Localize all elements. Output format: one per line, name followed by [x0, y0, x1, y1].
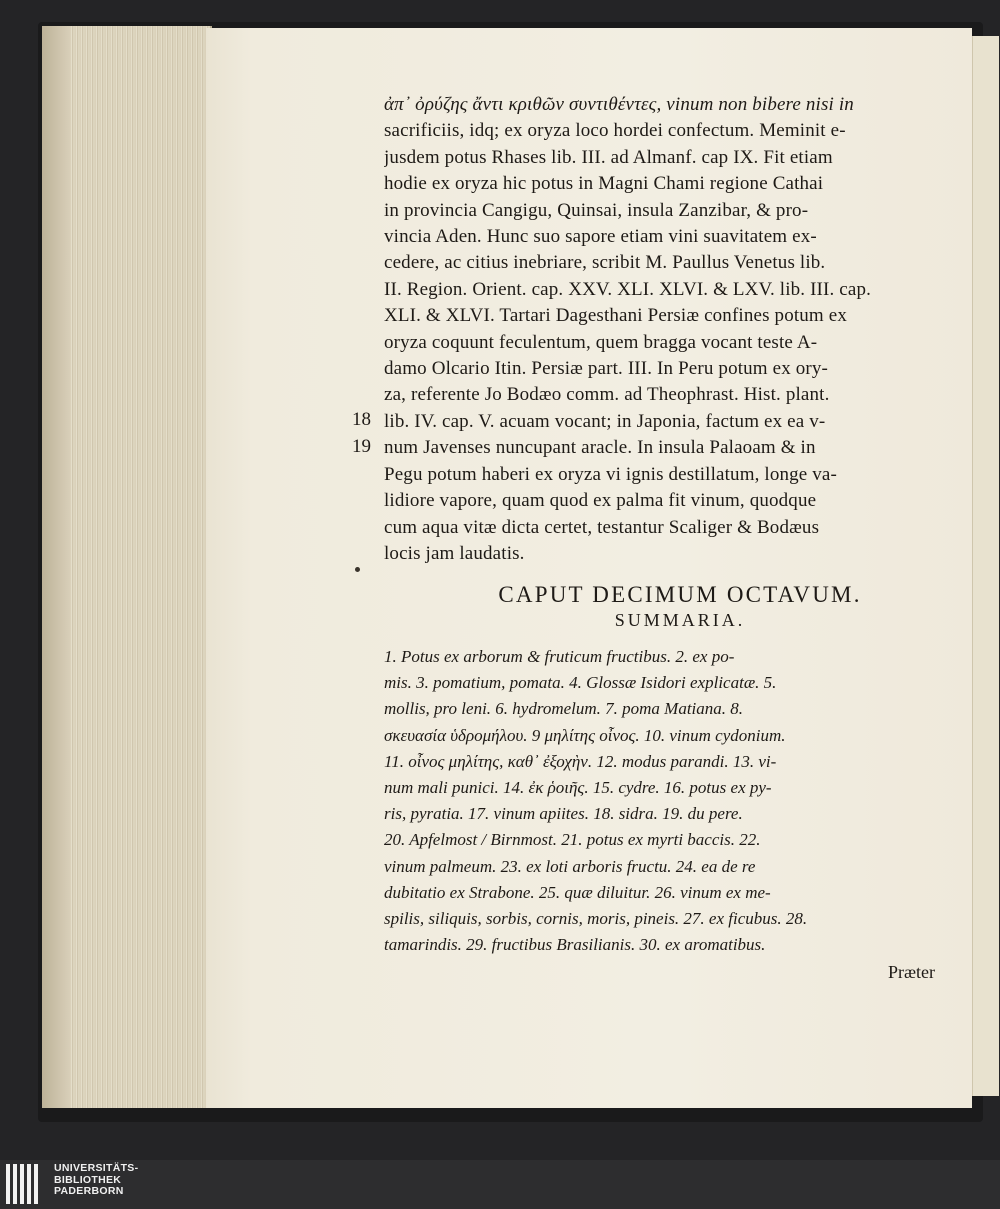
body-line: za, referente Jo Bodæo comm. ad Theophrast. Hist. plant. [384, 384, 830, 406]
ink-dot [355, 567, 360, 572]
page-edges [42, 26, 212, 1108]
body-line: vincia Aden. Hunc suo sapore etiam vini suavitatem ex- [384, 226, 817, 248]
summary-text [384, 644, 952, 958]
body-line: sacrificiis, idq; ex oryza loco hordei confectum. Meminit e- [384, 120, 846, 142]
summary-line: mollis, pro leni. 6. hydromelum. 7. poma Matiana. 8. [384, 699, 744, 719]
logo-line: UNIVERSITÄTS- [54, 1162, 139, 1174]
body-line: hodie ex oryza hic potus in Magni Chami regione Cathai [384, 173, 824, 195]
right-leaf [972, 36, 999, 1096]
body-line: II. Region. Orient. cap. XXV. XLI. XLVI. & LXV. lib. III. cap. [384, 278, 872, 300]
body-line: XLI. & XLVI. Tartari Dagesthani Persiæ confines potum ex [384, 305, 847, 327]
body-line: lidiore vapore, quam quod ex palma fit vinum, quodque [384, 490, 817, 512]
body-line: cum aqua vitæ dicta certet, testantur Scaliger & Bodæus [384, 516, 820, 538]
summary-line: 20. Apfelmost / Birnmost. 21. potus ex myrti baccis. 22. [384, 830, 761, 850]
catchword: Præter [888, 962, 935, 982]
body-line: locis jam laudatis. [384, 542, 525, 564]
margin-number-18: 18 [352, 409, 371, 430]
body-line: ἀπ᾽ ὀρύζης ἄντι κριθῶν συντιθέντες, vinum non bibere nisi in [384, 94, 854, 115]
summary-line: 1. Potus ex arborum & fruticum fructibus. 2. ex po- [384, 647, 735, 666]
body-line: lib. IV. cap. V. acuam vocant; in Japonia, factum ex ea v- [384, 410, 826, 432]
body-line: oryza coquunt feculentum, quem bragga vocant teste A- [384, 331, 818, 353]
chapter-heading: CAPUT DECIMUM OCTAVUM. [498, 582, 862, 607]
body-text [384, 92, 952, 567]
summary-line: mis. 3. pomatium, pomata. 4. Glossæ Isidori explicatæ. 5. [384, 673, 777, 693]
margin-number-19: 19 [352, 436, 371, 457]
summary-line: vinum palmeum. 23. ex loti arboris fructu. 24. ea de re [384, 856, 756, 876]
summary-line: σκευασία ὑδρομήλου. 9 μηλίτης οἶνος. 10. vinum cydonium. [384, 725, 786, 745]
body-line: jusdem potus Rhases lib. III. ad Almanf. cap IX. Fit etiam [384, 146, 833, 168]
body-line: cedere, ac citius inebriare, scribit M. Paullus Venetus lib. [384, 252, 826, 274]
body-line: in provincia Cangigu, Quinsai, insula Zanzibar, & pro- [384, 199, 809, 221]
summary-line: 11. οἶνος μηλίτης, καθ᾽ ἐξοχὴν. 12. modus parandi. 13. vi- [384, 751, 777, 771]
summaria-label: SUMMARIA. [614, 610, 746, 630]
summary-line: ris, pyratia. 17. vinum apiites. 18. sidra. 19. du pere. [384, 804, 743, 824]
library-logo-text [54, 1163, 138, 1198]
summary-line: num mali punici. 14. ἐκ ῥοιῆς. 15. cydre. 16. potus ex py- [384, 778, 772, 798]
library-logo-icon [6, 1164, 46, 1204]
footer-bar [0, 1160, 1000, 1209]
body-line: Pegu potum haberi ex oryza vi ignis destillatum, longe va- [384, 463, 837, 485]
summary-line: dubitatio ex Strabone. 25. quæ diluitur. 26. vinum ex me- [384, 882, 771, 902]
body-line: num Javenses nuncupant aracle. In insula Palaoam & in [384, 437, 816, 459]
logo-line: BIBLIOTHEK [54, 1173, 122, 1186]
body-line: damo Olcario Itin. Persiæ part. III. In Peru potum ex ory- [384, 358, 829, 380]
logo-line: PADERBORN [54, 1185, 124, 1197]
summary-line: tamarindis. 29. fructibus Brasilianis. 30. ex aromatibus. [384, 935, 766, 955]
summary-line: spilis, siliquis, sorbis, cornis, moris, pineis. 27. ex ficubus. 28. [384, 909, 808, 929]
